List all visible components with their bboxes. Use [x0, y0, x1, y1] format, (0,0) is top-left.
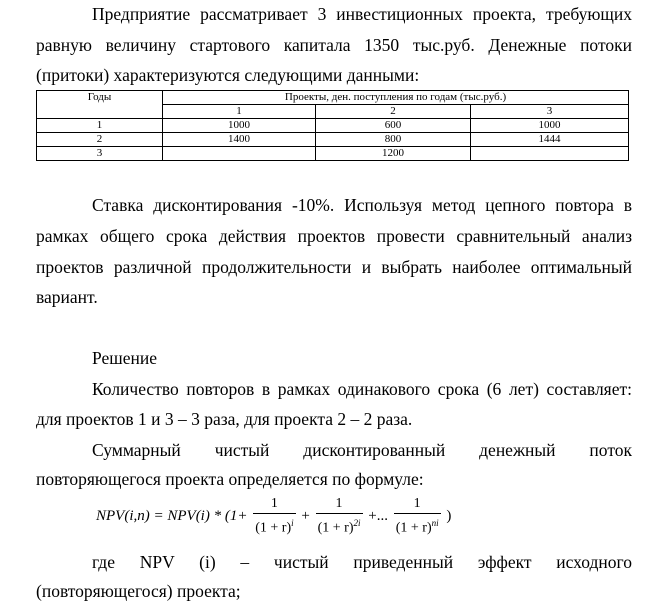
cash-flow-table: [36, 90, 629, 161]
table-row: [37, 147, 629, 161]
solution-p3-line-1: где NPV (i) – чистый приведенный эффект исходного: [92, 552, 632, 572]
fraction-2-denominator: $(1 + r)^{2i}$: [317, 518, 361, 536]
fraction-3-numerator: 1: [394, 495, 441, 514]
formula-plus: +: [301, 507, 310, 524]
solution-p2-line-1: Суммарный чистый дисконтированный денежный поток: [92, 440, 632, 460]
solution-heading: Решение: [92, 348, 158, 368]
npv-formula: [96, 495, 451, 538]
year-cell: 1: [37, 119, 163, 133]
task-line-3: проектов различной продолжительности и выбрать наиболее оптимальный: [36, 257, 632, 277]
solution-p3-line-2: (повторяющегося) проекта;: [36, 581, 241, 601]
value-cell: 1000: [471, 119, 629, 133]
table-row: [37, 133, 629, 147]
solution-p2-line-2: повторяющегося проекта определяется по формуле:: [36, 469, 424, 489]
task-line-2: рамках общего срока действия проектов провести сравнительный анализ: [36, 226, 632, 246]
formula-dots: +...: [368, 507, 388, 524]
task-line-4: вариант.: [36, 287, 98, 307]
value-cell: 1400: [163, 133, 316, 147]
intro-line-3: (притоки) характеризуются следующими данными:: [36, 65, 420, 85]
value-cell: [163, 147, 316, 161]
intro-line-2: равную величину стартового капитала 1350 тыс.руб. Денежные потоки: [36, 35, 632, 55]
year-cell: 3: [37, 147, 163, 161]
formula-lhs: NPV(i,n) = NPV(i) * (1+: [96, 507, 248, 524]
year-cell: 2: [37, 133, 163, 147]
fraction-3: [394, 495, 441, 538]
table-row: [37, 119, 629, 133]
value-cell: 1000: [163, 119, 316, 133]
fraction-1-numerator: 1: [253, 495, 295, 514]
value-cell: 600: [316, 119, 471, 133]
fraction-1: [253, 495, 295, 538]
value-cell: 1200: [316, 147, 471, 161]
task-line-1: Ставка дисконтирования -10%. Используя метод цепного повтора в: [92, 195, 632, 215]
value-cell: 800: [316, 133, 471, 147]
solution-p1-line-2: для проектов 1 и 3 – 3 раза, для проекта 2 – 2 раза.: [36, 409, 413, 429]
table-header-row: [37, 91, 629, 105]
formula-close: ): [446, 507, 452, 524]
project-2-header: 2: [316, 105, 471, 119]
fraction-2-numerator: 1: [316, 495, 363, 514]
fraction-3-denominator: $(1 + r)^{ni}$: [395, 518, 439, 536]
project-3-header: 3: [471, 105, 629, 119]
fraction-1-denominator: $(1 + r)^i$: [255, 518, 294, 536]
solution-p1-line-1: Количество повторов в рамках одинакового срока (6 лет) составляет:: [92, 379, 632, 399]
value-cell: 1444: [471, 133, 629, 147]
value-cell: [471, 147, 629, 161]
intro-line-1: Предприятие рассматривает 3 инвестиционных проекта, требующих: [92, 4, 632, 24]
years-header: Годы: [37, 91, 163, 119]
project-1-header: 1: [163, 105, 316, 119]
projects-header: Проекты, ден. поступления по годам (тыс.руб.): [163, 91, 629, 105]
fraction-2: [316, 495, 363, 538]
